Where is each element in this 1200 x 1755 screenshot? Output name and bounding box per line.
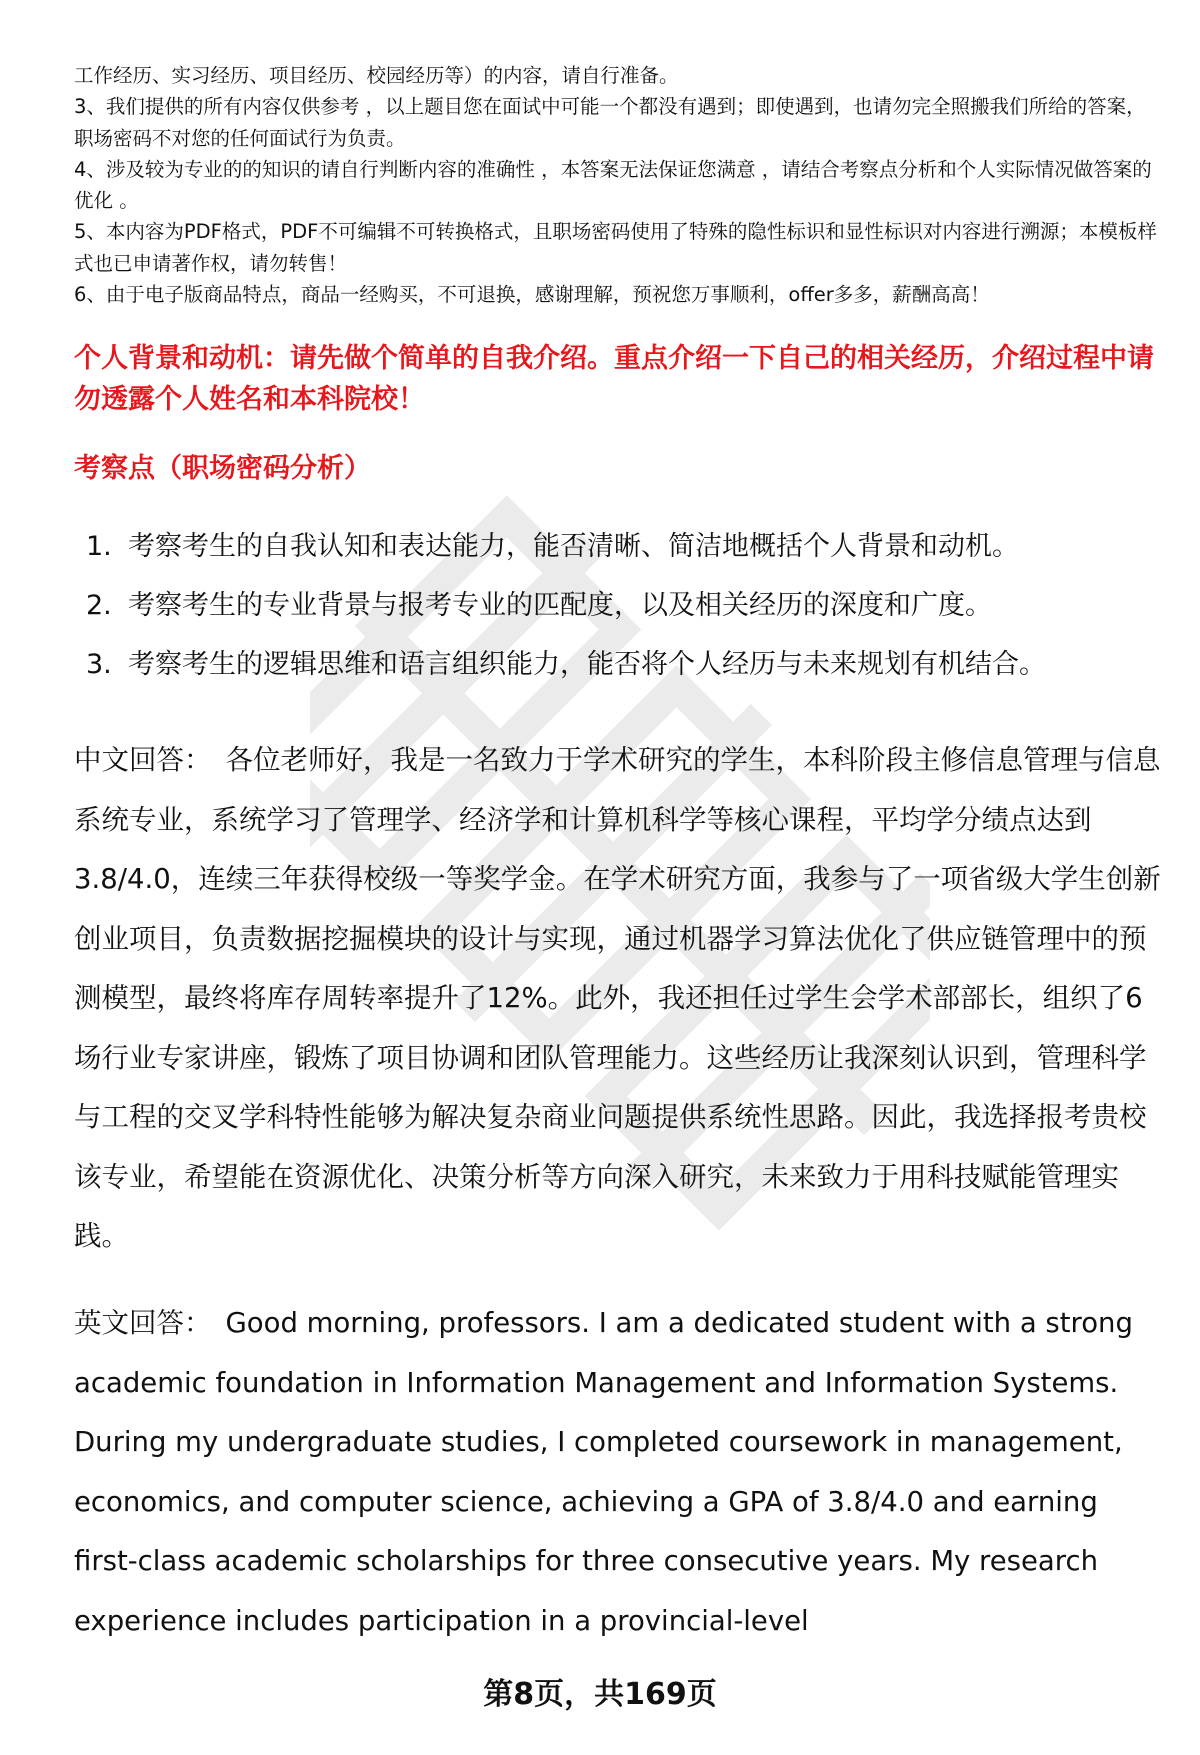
note-line: 5、本内容为PDF格式，PDF不可编辑不可转换格式，且职场密码使用了特殊的隐性标识和显性标识对内容进行溯源；本模板样式也已申请著作权，请勿转售！ bbox=[74, 220, 1157, 275]
page-number: 第8页，共169页 bbox=[483, 1677, 717, 1712]
note-line: 3、我们提供的所有内容仅供参考 ，以上题目您在面试中可能一个都没有遇到；即使遇到，也请勿完全照搬我们所给的答案，职场密码不对您的任何面试行为负责。 bbox=[74, 95, 1146, 150]
point-text: 考察考生的自我认知和表达能力，能否清晰、简洁地概括个人背景和动机。 bbox=[128, 531, 1019, 562]
analysis-points bbox=[86, 527, 1166, 704]
analysis-point bbox=[86, 645, 1166, 704]
point-number: 2. bbox=[86, 590, 112, 621]
analysis-point bbox=[86, 586, 1166, 645]
question-heading: 个人背景和动机：请先做个简单的自我介绍。重点介绍一下自己的相关经历，介绍过程中请勿透露个人姓名和本科院校！ bbox=[74, 343, 1154, 415]
answer-label: 英文回答： bbox=[74, 1307, 212, 1339]
point-text: 考察考生的专业背景与报考专业的匹配度，以及相关经历的深度和广度。 bbox=[128, 590, 992, 621]
analysis-title: 考察点（职场密码分析） bbox=[74, 453, 371, 484]
analysis-point bbox=[86, 527, 1166, 586]
english-answer bbox=[74, 1294, 1164, 1651]
note-line: 工作经历、实习经历、项目经历、校园经历等）的内容，请自行准备。 bbox=[74, 64, 679, 87]
point-text: 考察考生的逻辑思维和语言组织能力，能否将个人经历与未来规划有机结合。 bbox=[128, 649, 1046, 680]
point-number: 1. bbox=[86, 531, 112, 562]
answer-text: Good morning, professors. I am a dedicated student with a strong academic foundation in Information Management and Information Systems. During my undergraduate studies, I completed coursework in management, economics, and computer science, achieving a GPA of 3.8/4.0 and earning first-class academic scholarships for three consecutive years. My research experience includes participation in a provincial-level bbox=[74, 1307, 1133, 1637]
chinese-answer bbox=[74, 731, 1164, 1267]
point-number: 3. bbox=[86, 649, 112, 680]
notes-block bbox=[74, 60, 1164, 310]
answer-text: 各位老师好，我是一名致力于学术研究的学生，本科阶段主修信息管理与信息系统专业，系统学习了管理学、经济学和计算机科学等核心课程，平均学分绩点达到3.8/4.0，连续三年获得校级一等奖学金。在学术研究方面，我参与了一项省级大学生创新创业项目，负责数据挖掘模块的设计与实现，通过机器学习算法优化了供应链管理中的预测模型，最终将库存周转率提升了12%。此外，我还担任过学生会学术部部长，组织了6场行业专家讲座，锻炼了项目协调和团队管理能力。这些经历让我深刻认识到，管理科学与工程的交叉学科特性能够为解决复杂商业问题提供系统性思路。因此，我选择报考贵校该专业，希望能在资源优化、决策分析等方向深入研究，未来致力于用科技赋能管理实践。 bbox=[74, 744, 1161, 1252]
note-line: 4、涉及较为专业的的知识的请自行判断内容的准确性 ，本答案无法保证您满意 ，请结合考察点分析和个人实际情况做答案的优化 。 bbox=[74, 157, 1152, 213]
note-line: 6、由于电子版商品特点，商品一经购买，不可退换，感谢理解，预祝您万事顺利，offer多多，薪酬高高！ bbox=[74, 283, 990, 307]
answer-label: 中文回答： bbox=[74, 744, 212, 776]
